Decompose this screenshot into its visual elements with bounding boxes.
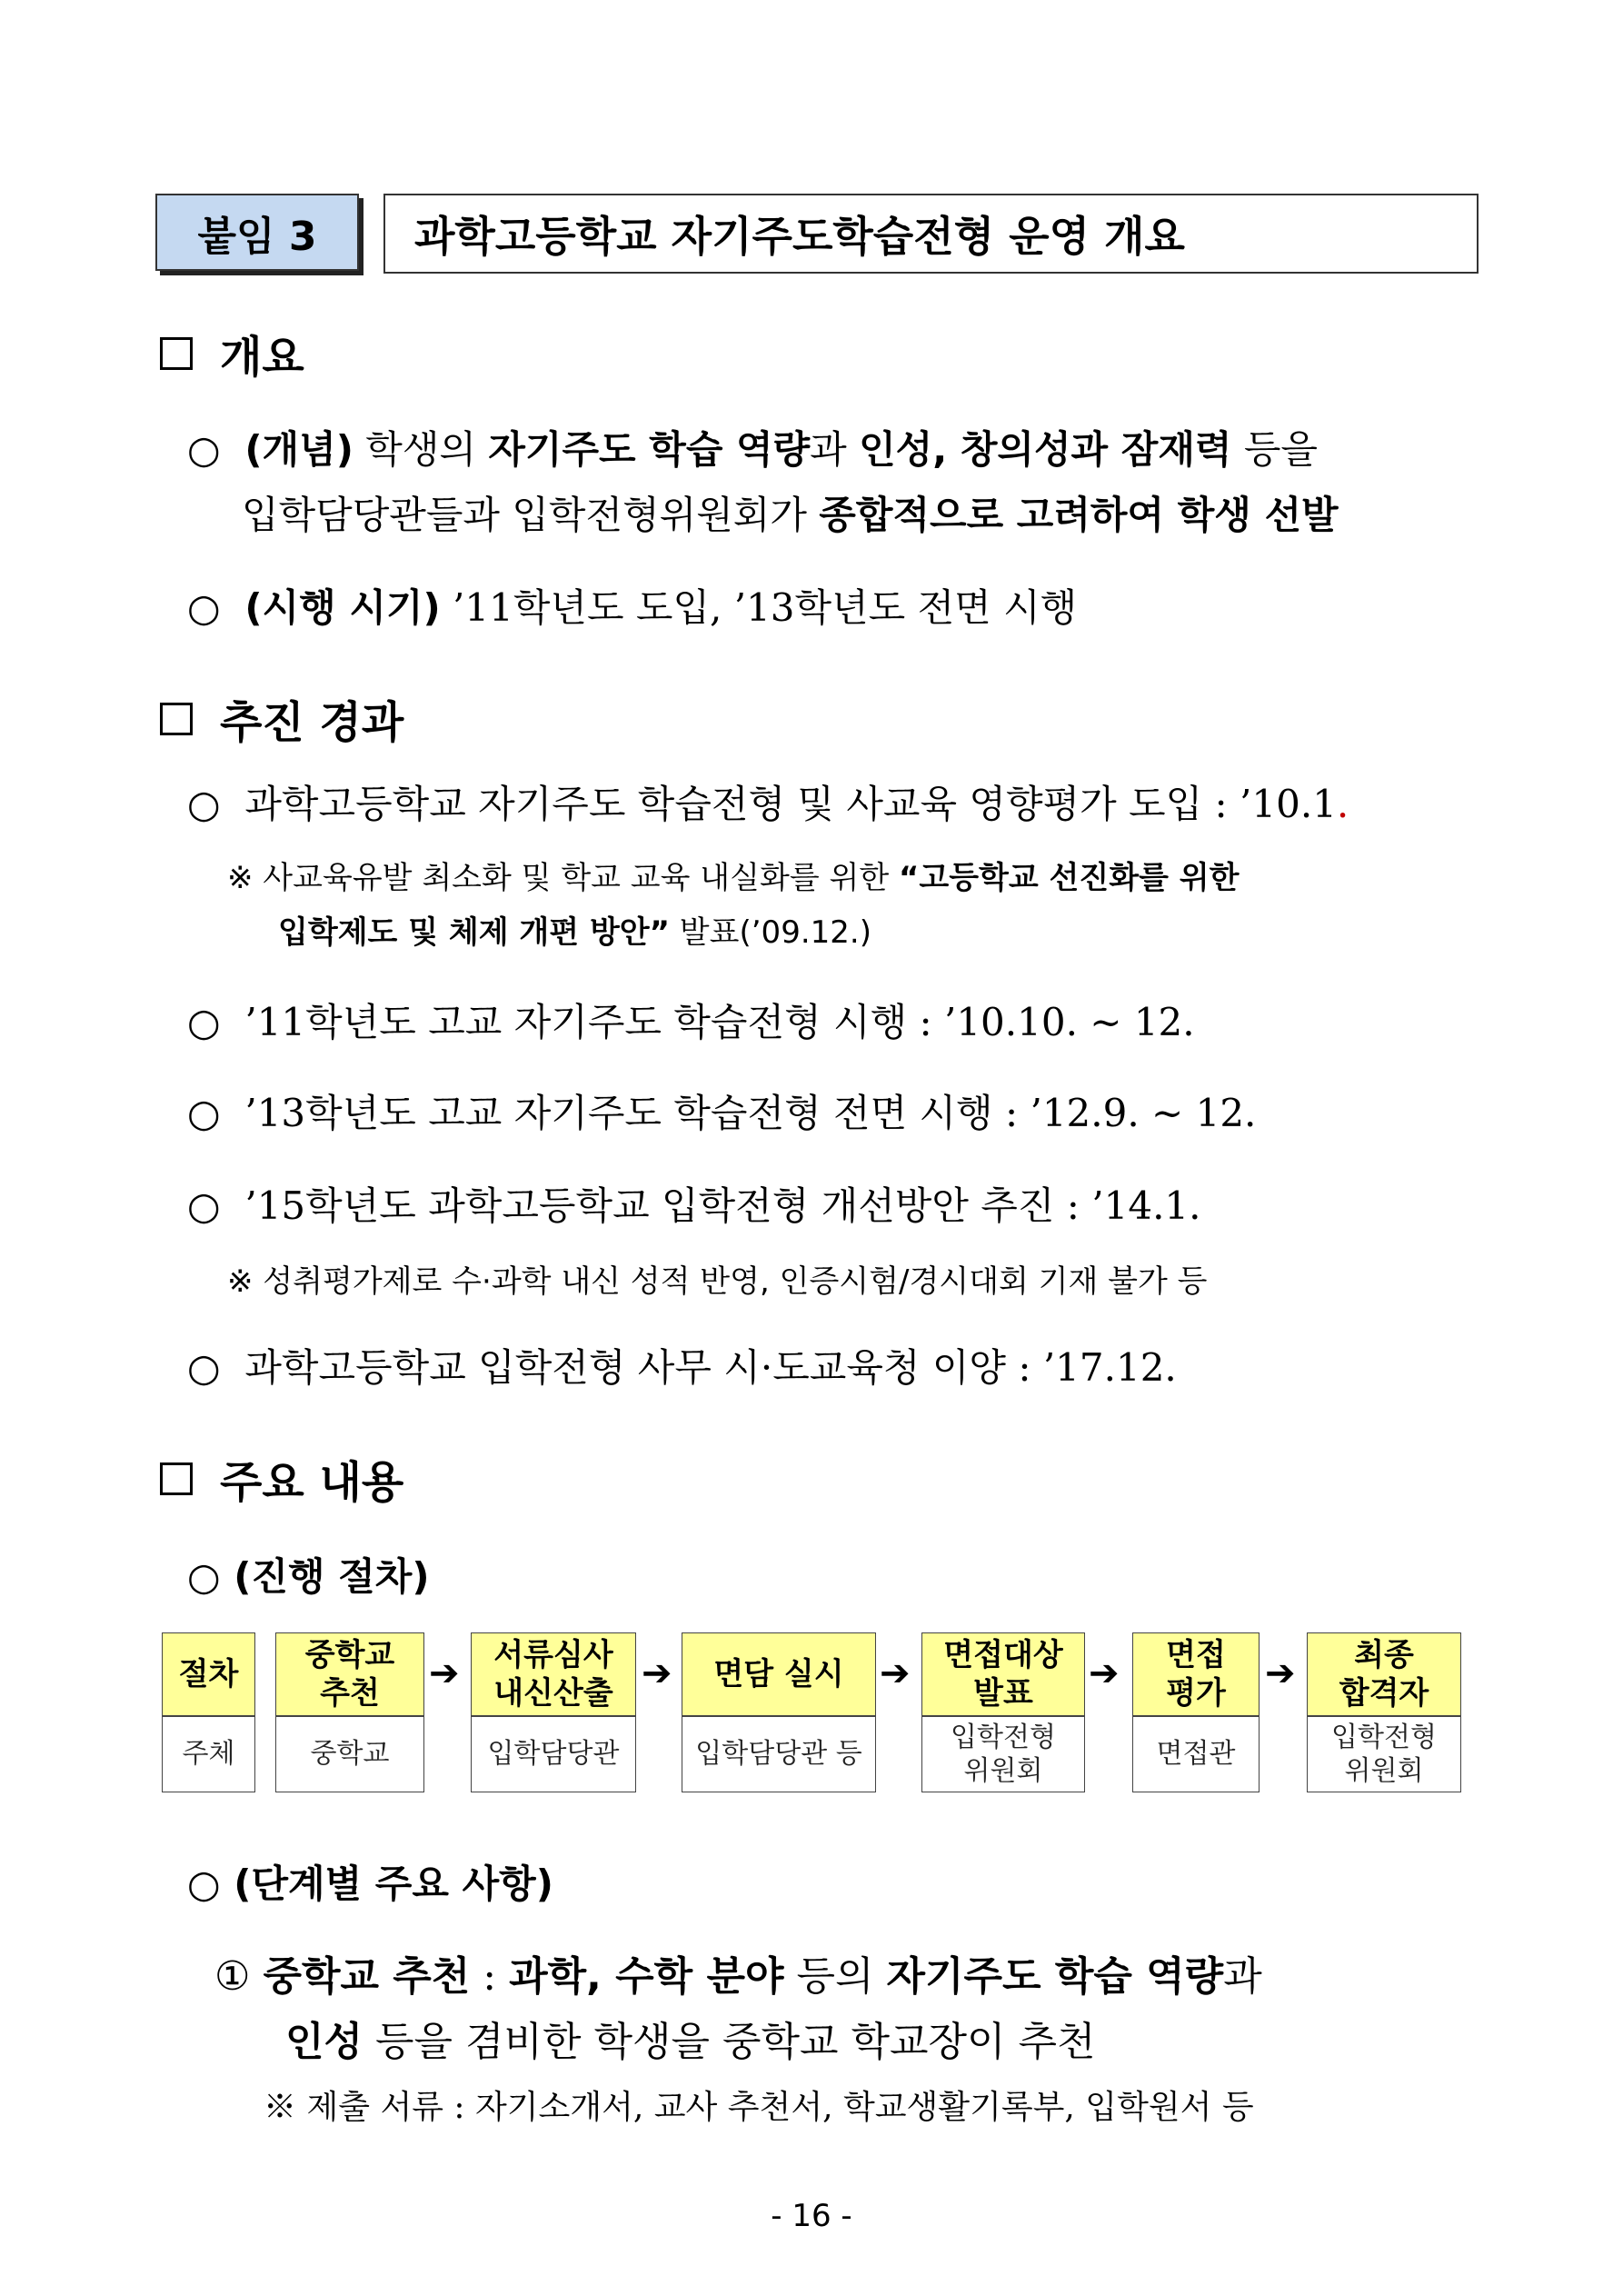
owner-line-2: 위원회 xyxy=(963,1755,1043,1787)
text: 과학고등학교 입학전형 사무 시·도교육청 이양 : ’17.12. xyxy=(244,1345,1177,1390)
bullet-circle-icon: ○ xyxy=(187,1183,221,1228)
checkbox-square-icon xyxy=(160,337,193,370)
progress-note-1 xyxy=(227,853,1239,897)
step-1-item xyxy=(214,1943,1262,2002)
text: : xyxy=(483,1953,497,2000)
text: ’11학년도 도입, ’13학년도 전면 시행 xyxy=(453,585,1078,630)
section-heading-text: 주요 내용 xyxy=(220,1457,404,1508)
bold-text: “고등학교 선진화를 위한 xyxy=(899,860,1240,896)
step-1-line-2 xyxy=(285,2009,1096,2067)
text: 과 xyxy=(810,427,847,472)
section-heading-overview xyxy=(160,322,304,384)
text: ’13학년도 고교 자기주도 학습전형 전면 시행 : ’12.9. ~ 12. xyxy=(244,1091,1257,1135)
progress-item-5 xyxy=(187,1338,1177,1393)
section-heading-main xyxy=(160,1447,403,1510)
text: ’15학년도 과학고등학교 입학전형 개선방안 추진 : ’14.1. xyxy=(244,1183,1201,1228)
owner-line-2: 위원회 xyxy=(1344,1755,1424,1787)
progress-item-3 xyxy=(187,1083,1256,1138)
step-line-1: 면담 실시 xyxy=(713,1655,844,1692)
flow-step-4 xyxy=(921,1632,1085,1716)
step-line-1: 면접대상 xyxy=(943,1636,1063,1673)
flow-owner-3 xyxy=(682,1716,876,1792)
step-line-2: 추천 xyxy=(320,1675,380,1712)
owner-line-1: 중학교 xyxy=(310,1738,390,1771)
text: 과학고등학교 자기주도 학습전형 및 사교육 영향평가 도입 : ’10.1 xyxy=(244,782,1337,826)
checkbox-square-icon xyxy=(160,703,193,735)
bold-text: 중학교 추천 xyxy=(263,1953,471,2000)
step-line-1: 최종 xyxy=(1354,1636,1414,1673)
progress-item-2 xyxy=(187,993,1195,1047)
bold-text: 인성 xyxy=(285,2019,363,2065)
arrow-right-icon: ➔ xyxy=(642,1652,672,1694)
period-bullet xyxy=(187,578,1077,633)
step-line-1: 서류심사 xyxy=(493,1636,613,1673)
step-line-2: 내신산출 xyxy=(493,1675,613,1712)
bold-text: 자기주도 학습 역량 xyxy=(488,427,811,472)
arrow-right-icon: ➔ xyxy=(1265,1652,1296,1694)
steps-label: ○ (단계별 주요 사항) xyxy=(187,1862,553,1906)
bold-text: 과학, 수학 분야 xyxy=(509,1953,784,2000)
flow-step-2 xyxy=(471,1632,636,1716)
arrow-right-icon: ➔ xyxy=(429,1652,460,1694)
text: 등을 xyxy=(1243,427,1318,472)
progress-item-1 xyxy=(187,774,1349,829)
flow-owner-2 xyxy=(471,1716,636,1792)
step-line-1: 면접 xyxy=(1166,1636,1226,1673)
bold-text: 자기주도 학습 역량 xyxy=(886,1953,1224,2000)
owner-line-1: 입학담당관 xyxy=(487,1738,620,1771)
section-heading-text: 추진 경과 xyxy=(220,697,404,748)
owner-line-1: 면접관 xyxy=(1156,1738,1236,1771)
page-number: - 16 - xyxy=(771,2198,852,2234)
arrow-right-icon: ➔ xyxy=(1089,1652,1120,1694)
flow-owner-6 xyxy=(1307,1716,1461,1792)
step-line-1: 중학교 xyxy=(304,1636,395,1673)
section-heading-text: 개요 xyxy=(220,332,304,383)
text: 등을 겸비한 학생을 중학교 학교장이 추천 xyxy=(375,2019,1096,2065)
checkbox-square-icon xyxy=(160,1462,193,1495)
step-line-2: 평가 xyxy=(1166,1675,1226,1712)
arrow-right-icon: ➔ xyxy=(880,1652,911,1694)
step-1-note: ※ 제출 서류 : 자기소개서, 교사 추천서, 학교생활기록부, 입학원서 등 xyxy=(264,2089,1254,2126)
text: ※ 사교육유발 최소화 및 학교 교육 내실화를 위한 xyxy=(227,860,890,896)
flow-row-sub: 주체 xyxy=(162,1716,255,1792)
text: 등의 xyxy=(796,1953,874,2000)
concept-label: (개념) xyxy=(244,427,353,472)
progress-item-4 xyxy=(187,1176,1201,1231)
step-line-2: 합격자 xyxy=(1339,1675,1429,1712)
bullet-circle-icon: ○ xyxy=(187,585,221,630)
flow-row-head: 절차 xyxy=(162,1632,255,1716)
text: 학생의 xyxy=(365,427,476,472)
progress-note-1-line-2 xyxy=(278,907,871,952)
bullet-circle-icon: ○ xyxy=(187,782,221,826)
bold-text: 인성, 창의성과 잠재력 xyxy=(859,427,1232,472)
circled-number: ① xyxy=(214,1953,251,2000)
bullet-circle-icon: ○ xyxy=(187,1345,221,1390)
text: 발표(’09.12.) xyxy=(679,914,871,951)
owner-line-1: 입학전형 xyxy=(951,1721,1056,1753)
owner-line-1: 입학전형 xyxy=(1331,1721,1437,1753)
text: 입학담당관들과 입학전형위원회가 xyxy=(242,493,807,537)
flow-step-1 xyxy=(275,1632,424,1716)
flow-owner-4 xyxy=(921,1716,1085,1792)
flow-owner-5 xyxy=(1132,1716,1260,1792)
flow-owner-1 xyxy=(275,1716,424,1792)
page-title: 과학고등학교 자기주도학습전형 운영 개요 xyxy=(383,194,1479,274)
owner-line-1: 입학담당관 등 xyxy=(695,1738,862,1771)
step-line-2: 발표 xyxy=(973,1675,1033,1712)
text: ’11학년도 고교 자기주도 학습전형 시행 : ’10.10. ~ 12. xyxy=(244,1000,1195,1044)
flow-step-6 xyxy=(1307,1632,1461,1716)
bold-text: 종합적으로 고려하여 학생 선발 xyxy=(819,493,1339,537)
bullet-circle-icon: ○ xyxy=(187,1091,221,1135)
progress-note-2: ※ 성취평가제로 수·과학 내신 성적 반영, 인증시험/경시대회 기재 불가 등 xyxy=(227,1263,1208,1300)
concept-bullet xyxy=(187,420,1318,474)
concept-line-2 xyxy=(242,485,1339,540)
section-heading-progress xyxy=(160,687,403,750)
bullet-circle-icon: ○ xyxy=(187,427,221,472)
text: 과 xyxy=(1223,1953,1262,2000)
flow-step-5 xyxy=(1132,1632,1260,1716)
flow-step-3 xyxy=(682,1632,876,1716)
red-dot: . xyxy=(1336,782,1349,826)
attachment-tag: 붙임 3 xyxy=(155,194,359,271)
procedure-label: ○ (진행 절차) xyxy=(187,1554,430,1599)
bold-text: 입학제도 및 체제 개편 방안” xyxy=(278,914,670,951)
period-label: (시행 시기) xyxy=(244,585,441,630)
bullet-circle-icon: ○ xyxy=(187,1000,221,1044)
